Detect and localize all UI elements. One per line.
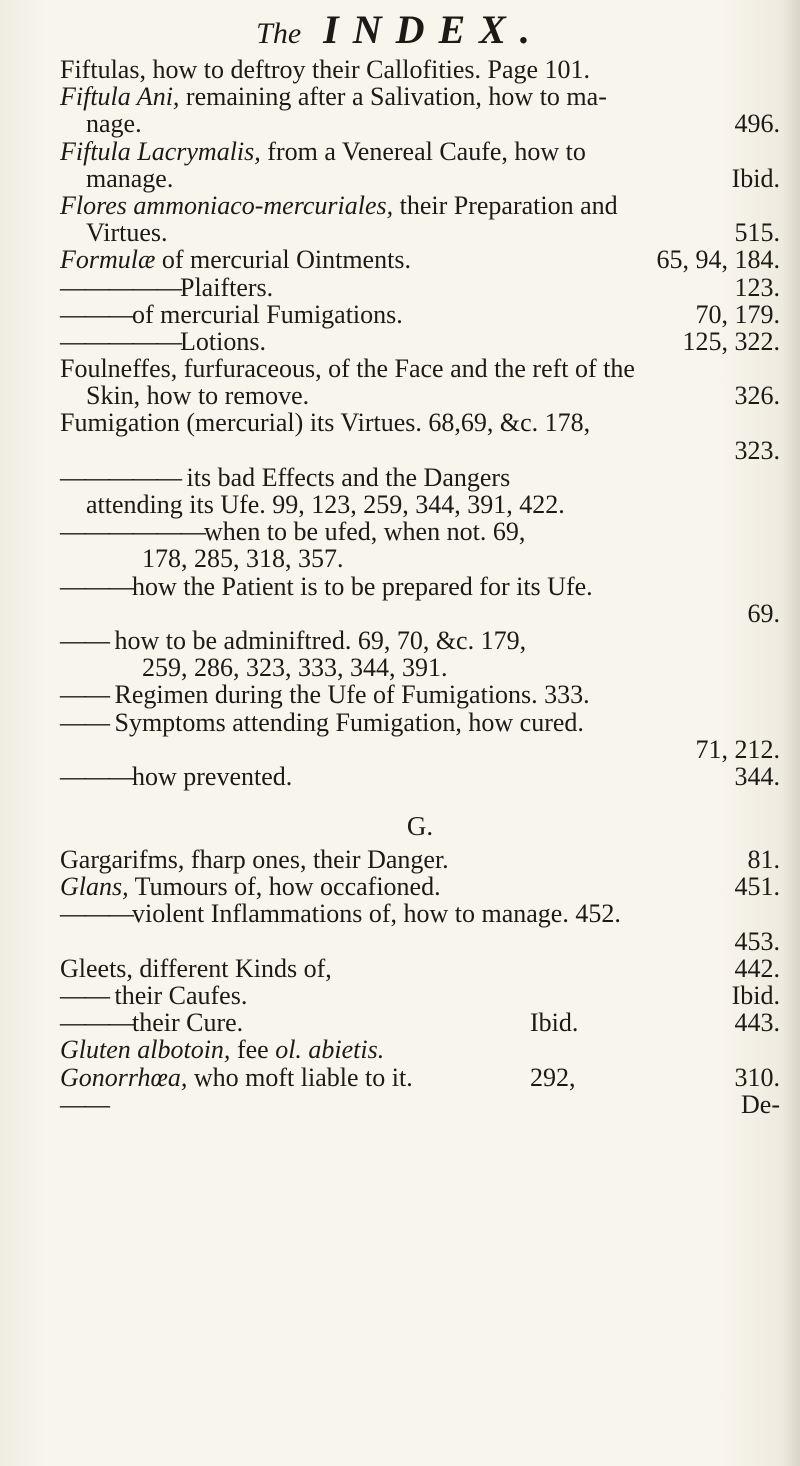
index-line [60, 1064, 780, 1091]
entry-italic-term: Gluten albotoin, [60, 1035, 231, 1065]
entry-text: fee [230, 1035, 276, 1065]
ditto-dash: —— [60, 707, 108, 737]
index-line [60, 982, 780, 1009]
ditto-dash: ————— [60, 326, 180, 356]
index-line [60, 955, 780, 982]
entry-page-number: 310. [734, 1062, 780, 1092]
index-line [60, 654, 780, 681]
index-line [60, 274, 780, 301]
index-line [60, 409, 780, 436]
ditto-dash: —— [60, 981, 108, 1010]
index-line [60, 328, 780, 355]
entry-page-number: Ibid. [731, 163, 780, 193]
entry-page-number: 71, 212. [695, 734, 780, 764]
entry-text: their Caufes. [108, 981, 248, 1010]
entry-text: Regimen during the Ufe of Fumigations. 333. [108, 680, 590, 710]
index-line [60, 928, 780, 955]
entry-page-number: 65, 94, 184. [656, 245, 780, 275]
entry-page-number: De- [741, 1089, 780, 1119]
entry-text: Fiftulas, how to deftroy their Callofities. Page 101. [60, 55, 591, 84]
section-letter: G. [406, 811, 434, 842]
index-line [60, 736, 780, 763]
entry-text: violent Inflammations of, how to manage. 452. [132, 899, 621, 929]
header-the: The [256, 17, 302, 50]
entry-italic-term: Formulæ [60, 245, 156, 275]
entry-page-number: 443. [734, 1008, 780, 1038]
entry-text: Gleets, different Kinds of, [60, 953, 332, 983]
ditto-dash: —— [60, 680, 108, 710]
page-edge-shadow [782, 0, 800, 1466]
entry-text: remaining after a Salivation, how to ma- [179, 82, 607, 112]
entry-page-number: 123. [734, 272, 780, 302]
entry-text: how prevented. [132, 761, 293, 791]
ditto-dash: —————— [60, 517, 204, 547]
entry-page-number: Ibid. [731, 981, 780, 1010]
entry-italic-term: Flores ammoniaco-mercuriales, [60, 190, 394, 220]
entry-text: Foulneffes, furfuraceous, of the Face and the reft of the [60, 354, 635, 384]
ditto-dash: ——— [60, 1008, 132, 1038]
entry-page-mid: Ibid. [530, 1008, 579, 1038]
ditto-dash: —— [60, 625, 108, 655]
entry-text: their Cure. [132, 1008, 244, 1038]
index-line [60, 491, 780, 518]
entry-text: manage. [86, 163, 174, 193]
entry-page-number: 442. [734, 953, 780, 983]
entry-page-number: 69. [747, 598, 780, 628]
entry-page-number: 451. [734, 872, 780, 902]
index-line [60, 56, 780, 83]
index-line [60, 627, 780, 654]
entry-text: Gargarifms, fharp ones, their Danger. [60, 845, 449, 875]
index-line [60, 110, 780, 137]
index-line [60, 83, 780, 110]
index-line [60, 1009, 780, 1036]
entry-italic-ref: ol. abietis. [275, 1035, 385, 1065]
page-header [0, 6, 800, 53]
index-line [60, 518, 780, 545]
entry-text: of mercurial Ointments. [155, 245, 411, 275]
index-line [60, 165, 780, 192]
entry-page-number: 344. [734, 761, 780, 791]
entry-text: Virtues. [86, 218, 168, 248]
ditto-dash: ——— [60, 571, 132, 601]
index-line [60, 600, 780, 627]
index-line [60, 437, 780, 464]
index-line [60, 464, 780, 491]
index-line [60, 1091, 780, 1118]
entry-page-number: 515. [734, 218, 780, 248]
entry-text: of mercurial Fumigations. [132, 299, 403, 329]
entry-italic-term: Glans, [60, 872, 129, 902]
entry-italic-term: Gonorrhœa, [60, 1062, 188, 1092]
index-entries [60, 56, 780, 1118]
index-line [60, 138, 780, 165]
entry-text: Symptoms attending Fumigation, how cured. [108, 707, 584, 737]
index-line [60, 709, 780, 736]
index-line [60, 355, 780, 382]
ditto-dash: ————— [60, 462, 180, 492]
index-line [60, 846, 780, 873]
entry-text: Tumours of, how occafioned. [128, 872, 441, 902]
index-line [60, 192, 780, 219]
entry-page-number: 453. [734, 926, 780, 956]
ditto-dash: —— [60, 1089, 108, 1119]
entry-page-number: 70, 179. [695, 299, 780, 329]
entry-text: nage. [86, 109, 142, 139]
index-line [60, 900, 780, 927]
entry-text: from a Venereal Caufe, how to [260, 136, 586, 166]
entry-text: how to be adminiftred. 69, 70, &c. 179, [108, 625, 527, 655]
entry-text: their Preparation and [393, 190, 618, 220]
entry-text: 178, 285, 318, 357. [142, 544, 344, 574]
entry-page-number: 323. [734, 435, 780, 465]
entry-italic-term: Fiftula Ani, [60, 82, 180, 112]
ditto-dash: ——— [60, 299, 132, 329]
entry-page-number: 496. [734, 109, 780, 139]
index-line [60, 545, 780, 572]
entry-text: its bad Effects and the Dangers [180, 462, 511, 492]
index-line [60, 873, 780, 900]
index-line [60, 1036, 780, 1063]
entry-text: Skin, how to remove. [86, 381, 310, 411]
index-line [60, 573, 780, 600]
entry-text: attending its Ufe. 99, 123, 259, 344, 391, 422. [86, 490, 565, 519]
entry-page-number: 326. [734, 381, 780, 411]
index-line [60, 219, 780, 246]
index-line [60, 681, 780, 708]
entry-text: how the Patient is to be prepared for its Ufe. [132, 571, 593, 601]
index-line [60, 382, 780, 409]
entry-text: who moft liable to it. [187, 1062, 413, 1092]
ditto-dash: ——— [60, 899, 132, 929]
index-line [60, 763, 780, 790]
index-line [60, 301, 780, 328]
entry-text: when to be ufed, when not. 69, [204, 517, 526, 547]
entry-italic-term: Fiftula Lacrymalis, [60, 136, 261, 166]
ditto-dash: ——— [60, 761, 132, 791]
entry-text: Plaifters. [180, 272, 274, 302]
entry-page-number: 125, 322. [682, 326, 780, 356]
header-index: INDEX. [323, 7, 544, 52]
entry-text: 259, 286, 323, 333, 344, 391. [142, 653, 448, 683]
entry-text: Lotions. [180, 326, 266, 356]
entry-page-number: 81. [747, 845, 780, 875]
index-line [60, 246, 780, 273]
ditto-dash: ————— [60, 272, 180, 302]
entry-page-mid: 292, [530, 1062, 576, 1092]
entry-text: Fumigation (mercurial) its Virtues. 68,69, &c. 178, [60, 408, 591, 438]
section-spacer [60, 790, 780, 806]
